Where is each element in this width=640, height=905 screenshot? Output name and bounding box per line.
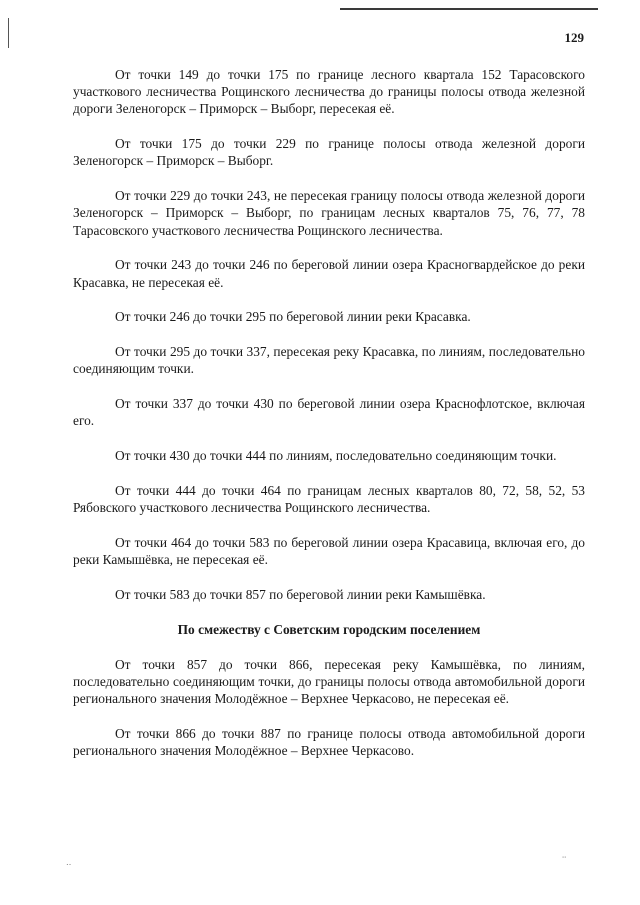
paragraph: От точки 866 до точки 887 по границе полосы отвода автомобильной дороги регионального значения Молодёжное – Верхнее Черкасово. [73,725,585,758]
paragraph: От точки 444 до точки 464 по границам лесных кварталов 80, 72, 58, 52, 53 Рябовского участкового лесничества Рощинского лесничества. [73,483,585,516]
paragraph: От точки 464 до точки 583 по береговой линии озера Красавица, включая его, до реки Камышёвка, не пересекая её. [73,535,585,568]
paragraph: От точки 295 до точки 337, пересекая реку Красавка, по линиям, последовательно соединяющим точки. [73,344,585,377]
paragraph: От точки 430 до точки 444 по линиям, последовательно соединяющим точки. [115,448,557,464]
paragraph: От точки 243 до точки 246 по береговой линии озера Красногвардейское до реки Красавка, не пересекая её. [73,257,585,290]
document-body [73,66,585,777]
section-heading: По смежеству с Советским городским поселением [177,621,481,637]
paragraph: От точки 175 до точки 229 по границе полосы отвода железной дороги Зеленогорск – Приморск – Выборг. [73,136,585,169]
scan-artifact-top-line [340,8,598,10]
paragraph: От точки 229 до точки 243, не пересекая границу полосы отвода железной дороги Зеленогорск – Приморск – Выборг, по границам лесных кварталов 75, 76, 77, 78 Тарасовского участкового лесничества Рощинского лесничества. [73,188,585,238]
paragraph: От точки 149 до точки 175 по границе лесного квартала 152 Тарасовского участкового лесничества Рощинского лесничества до границы полосы отвода железной дороги Зеленогорск – Приморск – Выборг, пересекая её. [73,67,585,117]
paragraph: От точки 337 до точки 430 по береговой линии озера Краснофлотское, включая его. [73,396,585,429]
paragraph: От точки 857 до точки 866, пересекая реку Камышёвка, по линиям, последовательно соединяющим точки, до границы полосы отвода автомобильной дороги регионального значения Молодёжное – Верхнее Черкасово, не пересекая её. [73,656,585,706]
paragraph: От точки 583 до точки 857 по береговой линии реки Камышёвка. [115,587,486,602]
paragraph: От точки 246 до точки 295 по береговой линии реки Красавка. [115,309,471,325]
scan-speck: ‥ [66,858,72,867]
scan-speck: ⸱⸱ [562,853,567,862]
page-number: 129 [564,30,584,45]
scan-artifact-left-line [8,18,9,48]
